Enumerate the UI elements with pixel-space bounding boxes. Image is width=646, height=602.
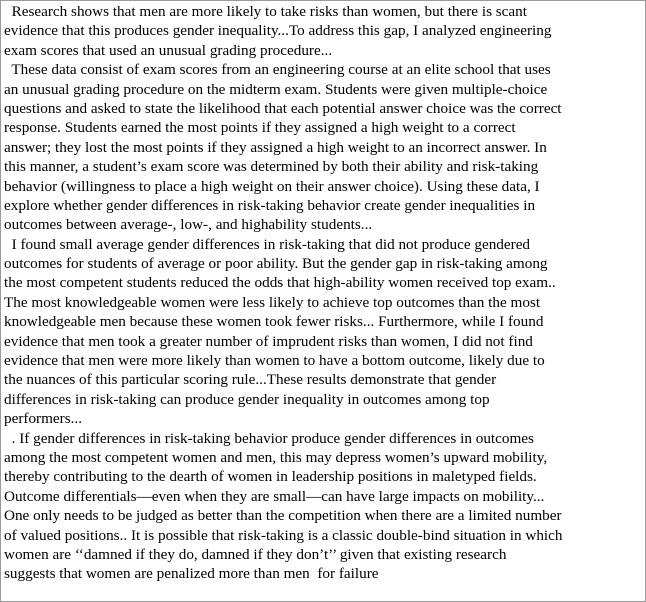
- text-line: answer; they lost the most points if they assigned a high weight to an incorrect answer. In: [4, 138, 547, 156]
- text-line: knowledgeable men because these women took fewer risks... Furthermore, while I found: [4, 313, 544, 331]
- text-line: questions and asked to state the likelihood that each potential answer choice was the correct: [4, 99, 562, 117]
- text-line: the nuances of this particular scoring rule...These results demonstrate that gender: [4, 371, 497, 389]
- text-line: performers...: [4, 410, 83, 428]
- text-line: behavior (willingness to place a high weight on their answer choice). Using these data, I: [4, 177, 540, 195]
- text-line: evidence that men were more likely than women to have a bottom outcome, likely due to: [4, 352, 545, 370]
- text-line: evidence that this produces gender inequality...To address this gap, I analyzed engineering: [4, 22, 552, 40]
- text-line: suggests that women are penalized more than men for failure: [4, 565, 379, 583]
- text-line: One only needs to be judged as better than the competition when there are a limited number: [4, 507, 562, 525]
- text-line: Research shows that men are more likely to take risks than women, but there is scant: [4, 3, 527, 20]
- text-line: of valued positions.. It is possible that risk-taking is a classic double-bind situation in which: [4, 526, 563, 544]
- text-line: . If gender differences in risk-taking behavior produce gender differences in outcomes: [4, 429, 534, 447]
- text-line: evidence that men took a greater number of imprudent risks than women, I did not find: [4, 332, 533, 350]
- text-line: among the most competent women and men, this may depress women’s upward mobility,: [4, 448, 548, 466]
- text-line: this manner, a student’s exam score was determined by both their ability and risk-taking: [4, 158, 539, 176]
- text-line: These data consist of exam scores from an engineering course at an elite school that uses: [4, 61, 551, 79]
- text-line: outcomes for students of average or poor ability. But the gender gap in risk-taking among: [4, 255, 548, 273]
- text-line: an unusual grading procedure on the midterm exam. Students were given multiple-choice: [4, 80, 548, 98]
- text-line: differences in risk-taking can produce gender inequality in outcomes among top: [4, 390, 490, 408]
- text-line: explore whether gender differences in risk-taking behavior create gender inequalities in: [4, 196, 536, 214]
- text-line: women are ‘‘damned if they do, damned if they don’t’’ given that existing research: [4, 545, 507, 563]
- text-line: the most competent students reduced the odds that high-ability women received top exam..: [4, 274, 556, 292]
- text-line: exam scores that used an unusual grading procedure...: [4, 41, 333, 59]
- text-line: thereby contributing to the dearth of women in leadership positions in maletyped fields.: [4, 468, 537, 486]
- text-line: response. Students earned the most points if they assigned a high weight to a correct: [4, 119, 516, 137]
- document-text: [4, 2, 644, 584]
- text-line: I found small average gender differences in risk-taking that did not produce gendered: [4, 235, 531, 253]
- text-line: Outcome differentials—even when they are small—can have large impacts on mobility...: [4, 487, 545, 505]
- text-line: outcomes between average-, low-, and highability students...: [4, 216, 373, 234]
- text-line: The most knowledgeable women were less likely to achieve top outcomes than the most: [4, 293, 541, 311]
